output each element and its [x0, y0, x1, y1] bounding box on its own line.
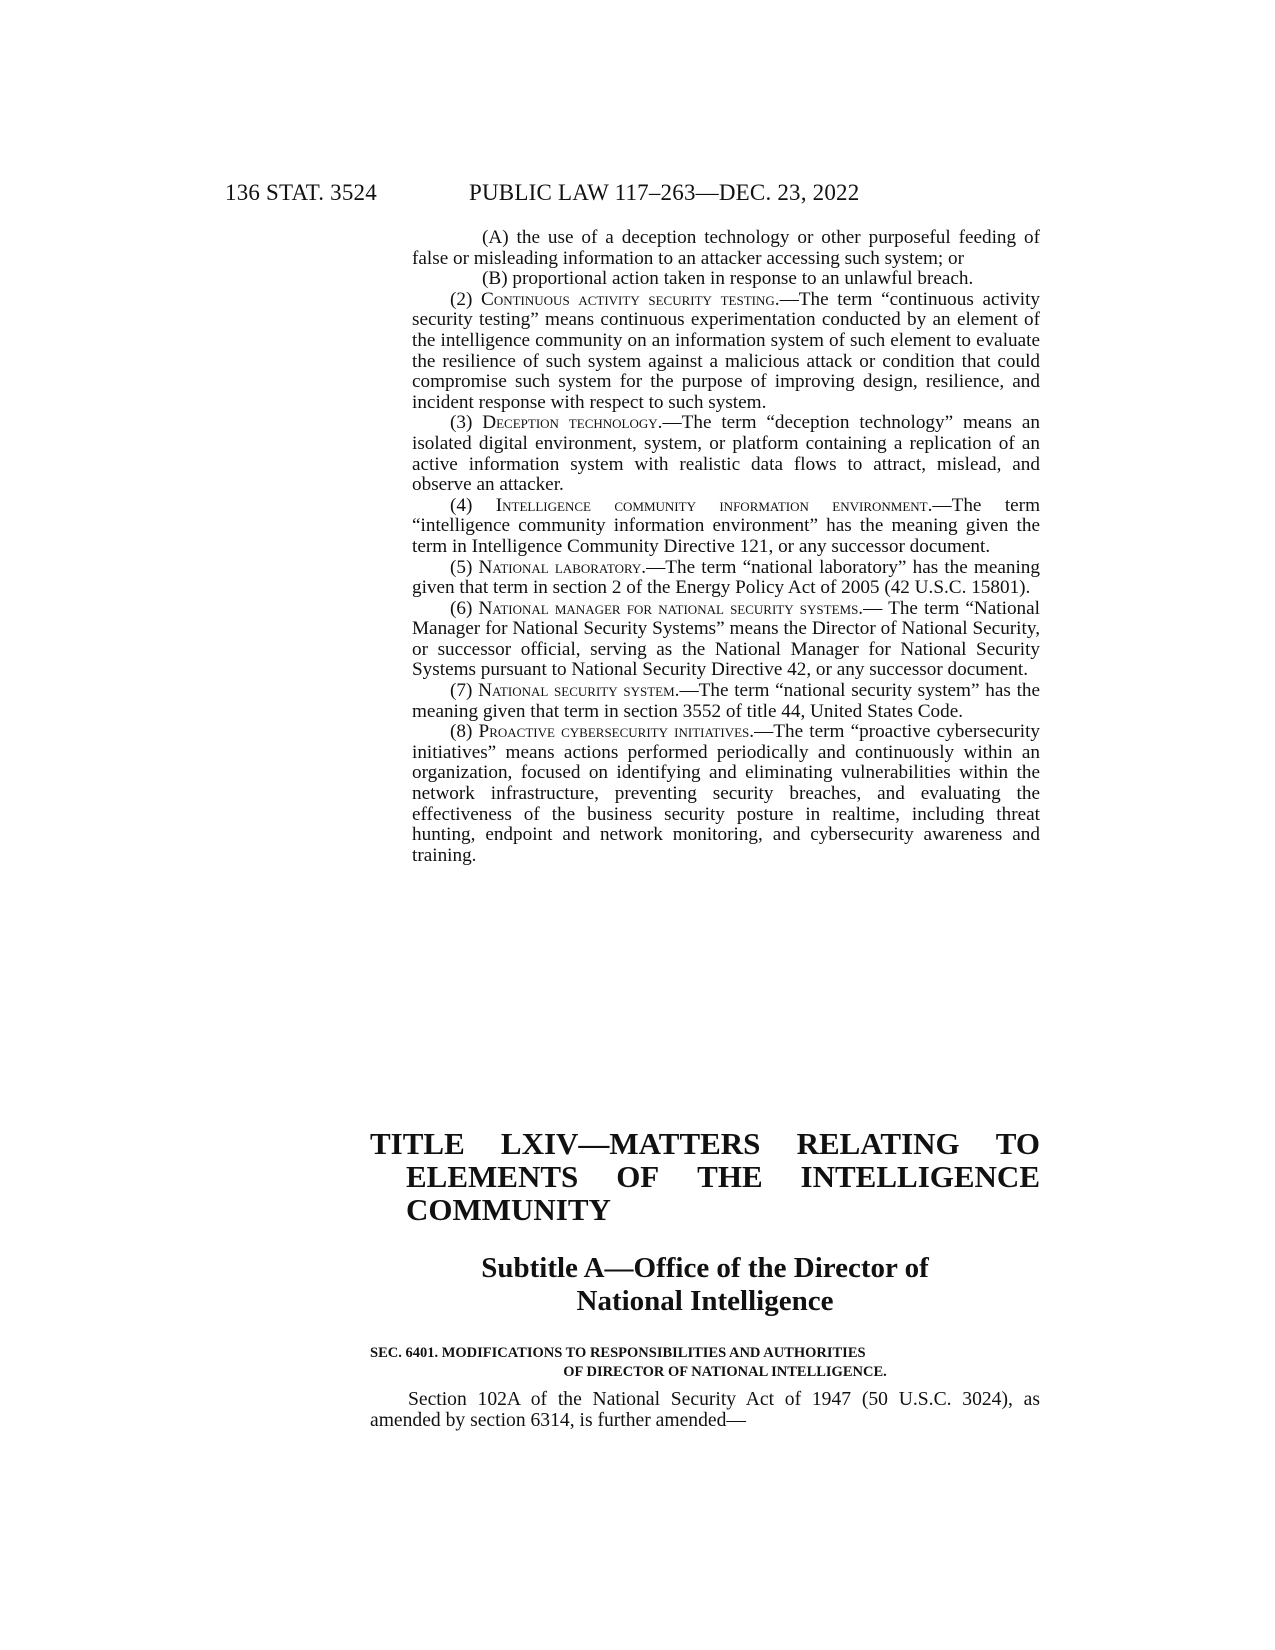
- definition-heading: Deception technology.: [482, 412, 663, 434]
- definition-paragraph: (5) National laboratory.—The term “national laboratory” has the meaning given that term in section 2 of the Energy Policy Act of 2005 (42 U.S.C. 15801).: [412, 556, 1040, 599]
- definition-heading: National manager for national security systems.: [478, 597, 864, 619]
- definition-heading: Continuous activity security testing.: [481, 288, 780, 310]
- definition-paragraph: (B) proportional action taken in response to an unlawful breach.: [482, 268, 974, 290]
- title-word: COMMUNITY: [406, 1192, 611, 1227]
- definition-paragraph: (8) Proactive cybersecurity initiatives.—The term “proactive cybersecurity initiatives” means actions performed periodically and continuously within an organization, focused on identifying and eliminating vulnerabilities within the network infrastructure, preventing security breaches, and evaluating the effectiveness of the business security posture in realtime, including threat hunting, endpoint and network monitoring, and cybersecurity awareness and training.: [412, 721, 1040, 866]
- public-law-running-head: PUBLIC LAW 117–263—DEC. 23, 2022: [469, 180, 860, 205]
- title-word: INTELLIGENCE: [800, 1159, 1040, 1194]
- definitions-body: [412, 228, 1040, 866]
- statute-page-number: 136 STAT. 3524: [225, 180, 377, 205]
- title-word: OF: [616, 1159, 660, 1194]
- definition-paragraph: (A) the use of a deception technology or other purposeful feeding of false or misleading information to an attacker accessing such system; or: [412, 227, 1040, 269]
- title-heading: [370, 1127, 1040, 1226]
- section-body: [370, 1389, 1040, 1431]
- section-heading: [370, 1344, 1040, 1382]
- section-heading-line: SEC. 6401. MODIFICATIONS TO RESPONSIBILITIES AND AUTHORITIES: [370, 1345, 866, 1361]
- definition-paragraph: (4) Intelligence community information environment.—The term “intelligence community information environment” has the meaning given the term in Intelligence Community Directive 121, or any successor document.: [412, 494, 1040, 557]
- subtitle-heading: [370, 1252, 1040, 1318]
- title-word: TO: [995, 1126, 1040, 1161]
- page-header: [0, 180, 1275, 220]
- definition-paragraph: (6) National manager for national security systems.— The term “National Manager for National Security Systems” means the Director of National Security, or successor official, serving as the National Manager for National Security Systems pursuant to National Security Directive 42, or any successor document.: [412, 597, 1041, 681]
- definition-paragraph: (3) Deception technology.—The term “deception technology” means an isolated digital environment, system, or platform containing a replication of an active information system with realistic data flows to attract, mislead, and observe an attacker.: [412, 412, 1040, 496]
- section-paragraph: Section 102A of the National Security Act of 1947 (50 U.S.C. 3024), as amended by section 6314, is further amended—: [370, 1389, 1040, 1431]
- title-word: ELEMENTS: [406, 1159, 579, 1194]
- subtitle-line: Subtitle A—Office of the Director of: [481, 1252, 929, 1284]
- title-word: RELATING: [796, 1126, 960, 1161]
- definition-heading: Proactive cybersecurity initiatives.: [478, 721, 755, 743]
- section-heading-line: OF DIRECTOR OF NATIONAL INTELLIGENCE.: [563, 1364, 887, 1380]
- title-word: THE: [697, 1159, 763, 1194]
- subtitle-line: National Intelligence: [576, 1285, 834, 1317]
- definition-paragraph: (2) Continuous activity security testing.—The term “continuous activity security testing” means continuous experimentation conducted by an element of the intelligence community on an information system of such element to evaluate the resilience of such system against a malicious attack or condition that could compromise such system for the purpose of improving design, resilience, and incident response with respect to such system.: [412, 288, 1040, 413]
- definition-heading: National security system.: [478, 680, 680, 702]
- definition-heading: Intelligence community information environment.: [495, 494, 933, 516]
- definition-paragraph: (7) National security system.—The term “national security system” has the meaning given that term in section 3552 of title 44, United States Code.: [412, 680, 1041, 722]
- definition-heading: National laboratory.: [478, 556, 647, 578]
- title-word: TITLE: [370, 1126, 465, 1161]
- title-word: LXIV—MATTERS: [500, 1126, 761, 1161]
